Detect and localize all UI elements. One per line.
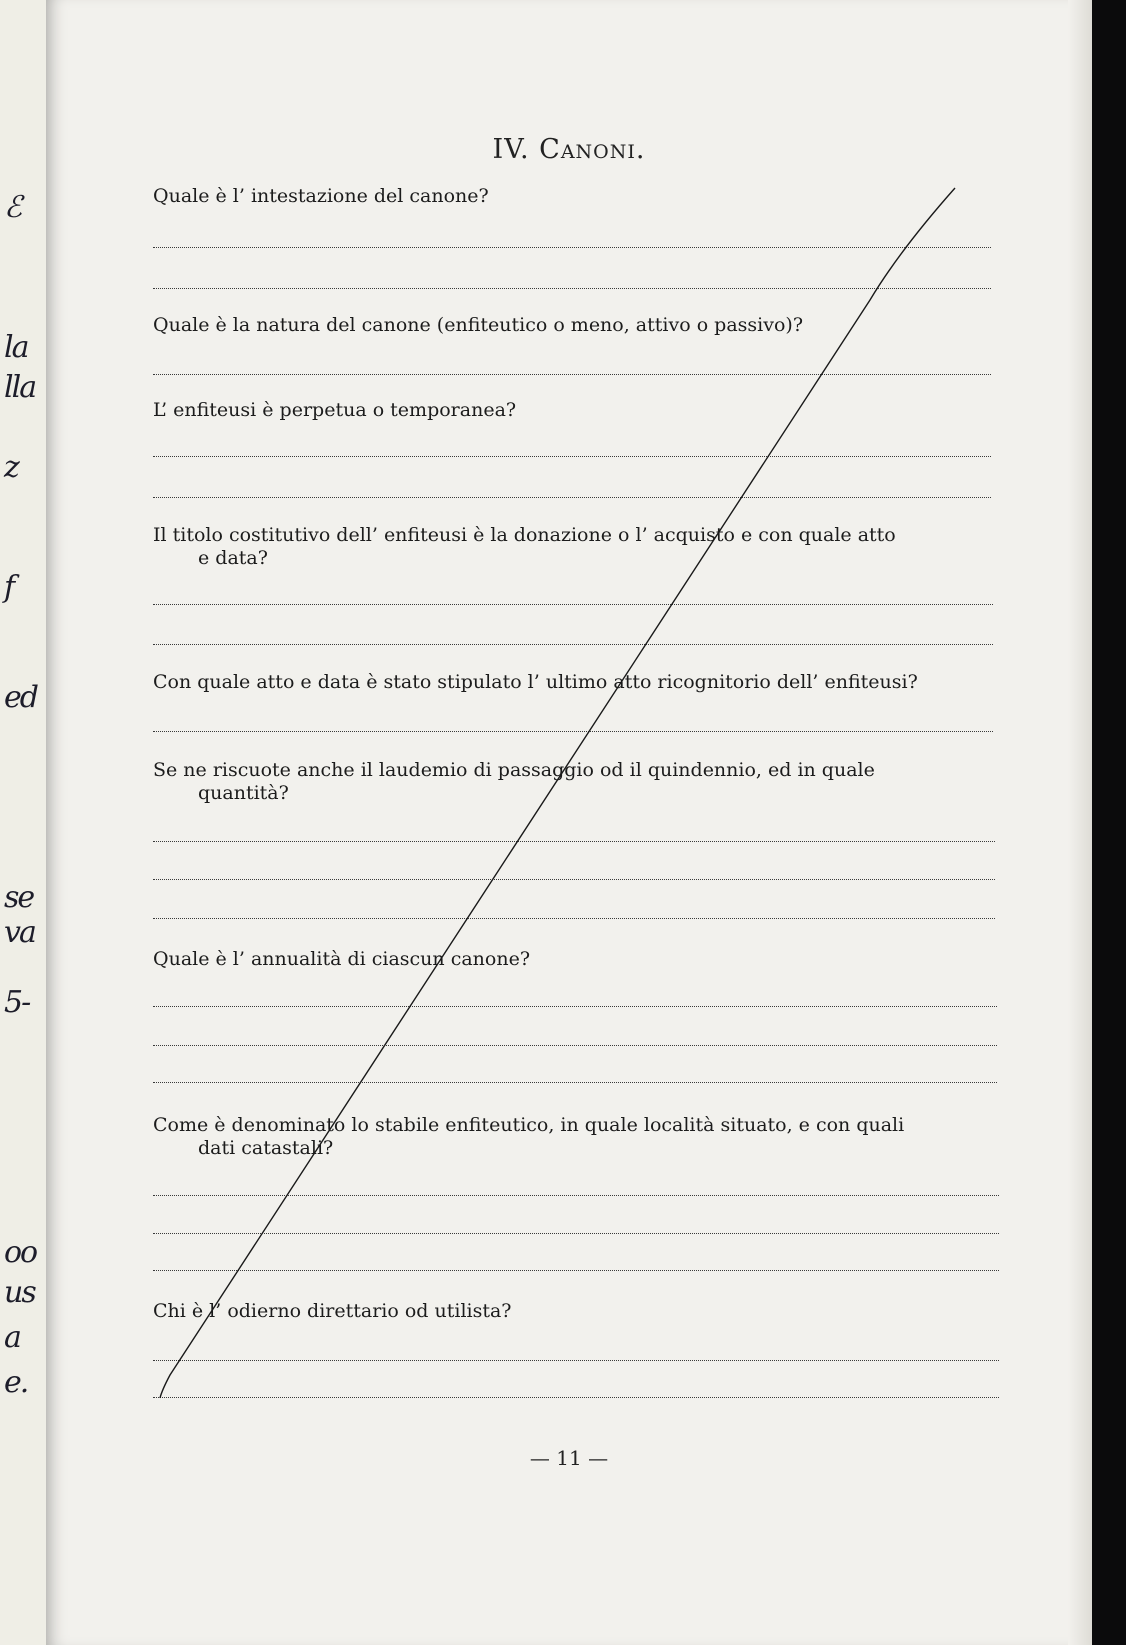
answer-line[interactable]: [153, 1270, 999, 1271]
answer-line[interactable]: [153, 841, 995, 842]
handwritten-mark: ed: [4, 680, 37, 715]
answer-line[interactable]: [153, 288, 991, 289]
answer-line[interactable]: [153, 1360, 999, 1361]
handwritten-mark: se: [4, 880, 34, 915]
question-text-continued: quantità?: [198, 782, 289, 804]
answer-line[interactable]: [153, 497, 991, 498]
question-natura: [153, 314, 993, 337]
handwritten-mark: ℰ: [4, 190, 21, 225]
question-text: Il titolo costitutivo dell’ enfiteusi è la donazione o l’ acquisto e con quale atto: [153, 524, 896, 546]
answer-line[interactable]: [153, 731, 993, 732]
question-text: Come è denominato lo stabile enfiteutico, in quale località situato, e con quali: [153, 1114, 905, 1136]
handwritten-mark: a: [4, 1320, 20, 1355]
handwritten-mark: la: [4, 330, 28, 365]
answer-line[interactable]: [153, 1082, 997, 1083]
handwritten-mark: oo: [4, 1235, 37, 1270]
handwritten-mark: lla: [4, 370, 36, 405]
answer-line[interactable]: [153, 456, 991, 457]
answer-line[interactable]: [153, 1006, 997, 1007]
question-text: Quale è la natura del canone (enfiteutico o meno, attivo o passivo)?: [153, 314, 804, 336]
answer-line[interactable]: [153, 1195, 999, 1196]
handwritten-mark: 5-: [4, 985, 30, 1020]
answer-line[interactable]: [153, 247, 991, 248]
question-text-continued: e data?: [198, 547, 268, 569]
question-text: Se ne riscuote anche il laudemio di passaggio od il quindennio, ed in quale: [153, 759, 875, 781]
answer-line[interactable]: [153, 1397, 999, 1398]
question-text: Quale è l’ annualità di ciascun canone?: [153, 948, 531, 970]
question-stabile: [153, 1114, 999, 1160]
page-edge-shadow: [1068, 0, 1092, 1645]
handwritten-mark: va: [4, 915, 35, 950]
handwritten-mark: f: [4, 570, 14, 605]
handwritten-mark: e.: [4, 1365, 28, 1400]
section-title: [46, 134, 1092, 165]
answer-line[interactable]: [153, 374, 991, 375]
question-enfiteusi-durata: [153, 399, 953, 422]
question-intestazione: [153, 185, 953, 208]
handwritten-mark: z: [4, 450, 18, 485]
answer-line[interactable]: [153, 879, 995, 880]
question-annualita: [153, 948, 953, 971]
question-text-continued: dati catastali?: [198, 1137, 334, 1159]
section-name: Canoni.: [539, 134, 646, 165]
document-page: [46, 0, 1092, 1645]
question-text: Quale è l’ intestazione del canone?: [153, 185, 489, 207]
question-laudemio: [153, 759, 995, 805]
question-text: Con quale atto e data è stato stipulato l’ ultimo atto ricognitorio dell’ enfiteusi?: [153, 671, 918, 693]
question-text: Chi è l’ odierno direttario od utilista?: [153, 1300, 512, 1322]
answer-line[interactable]: [153, 1045, 997, 1046]
question-titolo-costitutivo: [153, 524, 994, 570]
answer-line[interactable]: [153, 918, 995, 919]
answer-line[interactable]: [153, 644, 993, 645]
question-direttario: [153, 1300, 953, 1323]
handwritten-mark: us: [4, 1275, 35, 1310]
answer-line[interactable]: [153, 1233, 999, 1234]
question-atto-ricognitorio: [153, 671, 994, 694]
page-number: — 11 —: [529, 1446, 609, 1470]
question-text: L’ enfiteusi è perpetua o temporanea?: [153, 399, 517, 421]
section-number: IV.: [492, 134, 530, 165]
answer-line[interactable]: [153, 604, 993, 605]
